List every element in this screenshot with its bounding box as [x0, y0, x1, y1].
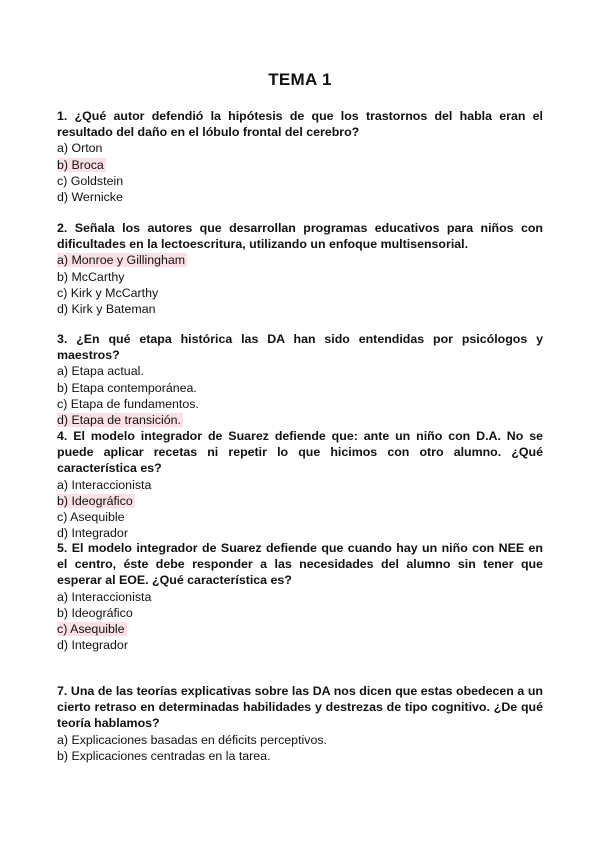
question-text: 4. El modelo integrador de Suarez defiende que: ante un niño con D.A. No se puede aplicar recetas ni repetir lo que hicimos con otro alumno. ¿Qué característica es?: [57, 429, 543, 476]
question-3: [57, 331, 543, 428]
option-b: b) McCarthy: [57, 269, 125, 284]
highlighted-answer: d) Etapa de transición.: [57, 413, 181, 428]
highlighted-answer: b) Broca: [57, 157, 104, 172]
option-b: [57, 493, 543, 509]
option-d: d) Integrador: [57, 638, 128, 653]
option-c: c) Etapa de fundamentos.: [57, 396, 199, 411]
option-c: c) Goldstein: [57, 173, 124, 188]
option-a: [57, 252, 543, 268]
option-c: c) Kirk y McCarthy: [57, 285, 159, 300]
option-d: d) Integrador: [57, 526, 128, 541]
question-7: [57, 683, 543, 764]
question-1: [57, 108, 543, 205]
question-text: 1. ¿Qué autor defendió la hipótesis de que los trastornos del habla eran el resultado del daño en el lóbulo frontal del cerebro?: [57, 109, 543, 140]
option-a: a) Orton: [57, 141, 103, 156]
question-4: [57, 428, 543, 541]
option-b: [57, 157, 543, 173]
question-text: 7. Una de las teorías explicativas sobre las DA nos dicen que estas obedecen a un cierto retraso en determinadas habilidades y destrezas de tipo cognitivo. ¿De qué teoría hablamos?: [57, 684, 543, 731]
page-title: TEMA 1: [268, 70, 332, 89]
option-a: a) Interaccionista: [57, 589, 152, 604]
option-a: a) Interaccionista: [57, 477, 152, 492]
option-b: b) Ideográfico: [57, 605, 133, 620]
highlighted-answer: b) Ideográfico: [57, 493, 133, 508]
option-a: a) Explicaciones basadas en déficits perceptivos.: [57, 732, 327, 747]
option-b: b) Etapa contemporánea.: [57, 380, 197, 395]
question-text: 3. ¿En qué etapa histórica las DA han sido entendidas por psicólogos y maestros?: [57, 332, 543, 363]
option-c: c) Asequible: [57, 510, 125, 525]
option-d: [57, 412, 543, 428]
question-text: 5. El modelo integrador de Suarez defiende que cuando hay un niño con NEE en el centro, éste debe responder a las necesidades del alumno sin tener que esperar al EOE. ¿Qué característica es?: [57, 541, 543, 588]
option-b: b) Explicaciones centradas en la tarea.: [57, 748, 271, 763]
highlighted-answer: a) Monroe y Gillingham: [57, 253, 186, 268]
option-c: [57, 621, 543, 637]
question-2: [57, 220, 543, 317]
question-text: 2. Señala los autores que desarrollan programas educativos para niños con dificultades en la lectoescritura, utilizando un enfoque multisensorial.: [57, 221, 543, 252]
option-d: d) Kirk y Bateman: [57, 302, 156, 317]
highlighted-answer: c) Asequible: [57, 622, 125, 637]
question-5: [57, 540, 543, 653]
option-d: d) Wernicke: [57, 190, 123, 205]
option-a: a) Etapa actual.: [57, 364, 144, 379]
